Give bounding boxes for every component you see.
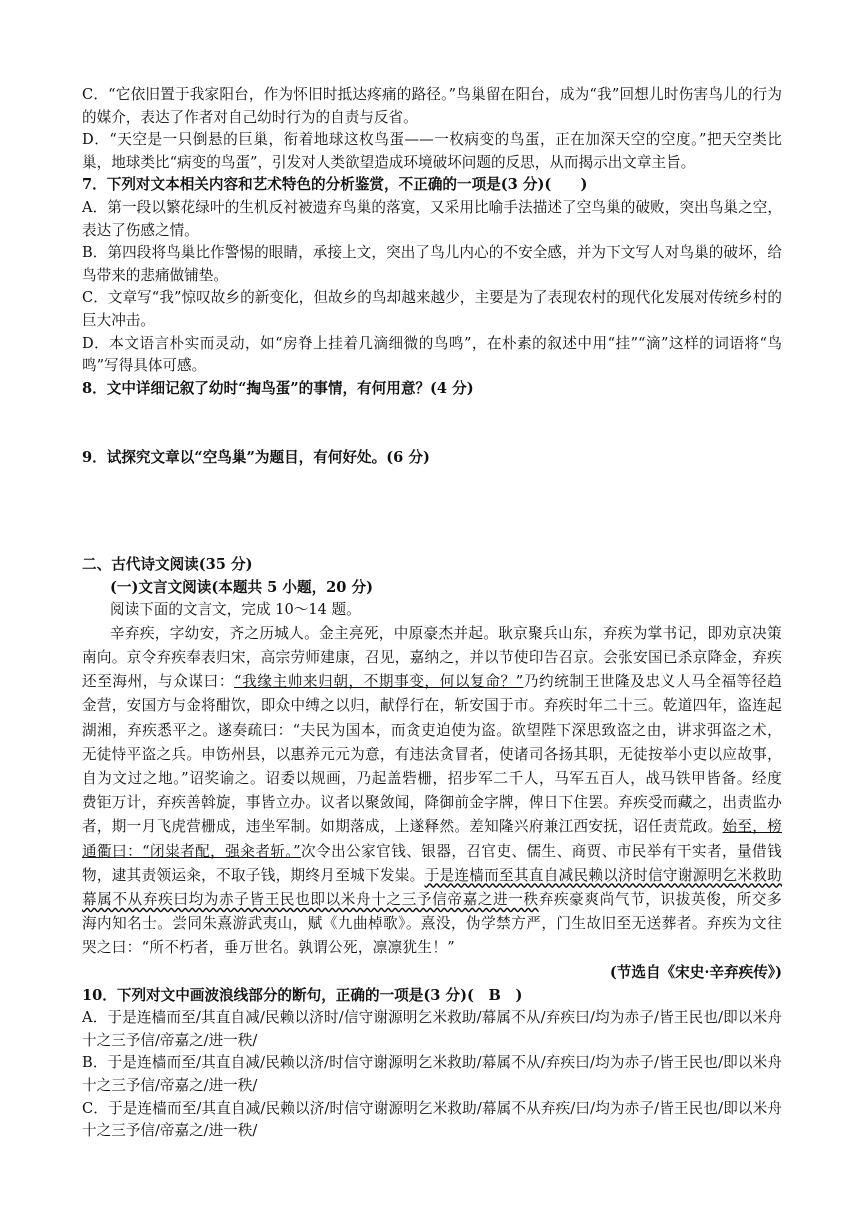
subsection-title: (一)文言文阅读(本题共 5 小题，20 分): [110, 578, 374, 596]
q8-stem: 8．文中详细记叙了幼时“掏鸟蛋”的事情，有何用意？(4 分): [82, 379, 474, 397]
classical-passage: [82, 622, 782, 961]
q10-option-a: A．于是连樯而至/其直自减/民赖以济时/信守谢源明乞米救助/幕属不从/弃疾曰/均为赤子/皆王民也/即以米舟十之三予信/帝嘉之/进一秩/: [82, 1009, 782, 1049]
passage-text: 次令出公家官钱、银器，召官吏、儒生、商贾、市民举有干实者，量借钱物，逮其责领运籴，不取子钱，期终月至城下发粜。: [82, 842, 782, 884]
q7-option-b: B．第四段将鸟巢比作警惕的眼睛，承接上文，突出了鸟儿内心的不安全感，并为下文写人对鸟巢的破坏，给鸟带来的悲痛做铺垫。: [82, 244, 782, 284]
q10-option-b: B．于是连樯而至/其直自减/民赖以济/时信守谢源明乞米救助/幕属不从/弃疾曰/均为赤子/皆王民也/即以米舟十之三予信/帝嘉之/进一秩/: [82, 1054, 782, 1094]
q9-stem: 9．试探究文章以“空鸟巢”为题目，有何好处。(6 分): [82, 449, 430, 467]
exam-page: [82, 84, 782, 1143]
passage-source: (节选自《宋史·辛弃疾传》): [609, 963, 782, 981]
reading-instruction: 阅读下面的文言文，完成 10～14 题。: [110, 601, 361, 619]
q10-stem: 10．下列对文中画波浪线部分的断句，正确的一项是(3 分)( B ): [82, 986, 523, 1004]
passage-text: 弃疾豪爽尚气节，识拔英俊，所交多海内知名士。尝同朱熹游武夷山，赋《九曲棹歌》。熹没，伪学禁方严，门生故旧至无送葬者。弃疾为文往哭之曰：“所不朽者，垂万世名。孰谓公死，凛凛犹生！”: [82, 890, 782, 957]
answer-space: [82, 470, 782, 554]
wavy-underlined-sentence: 于是连樯而至其直自减民赖以济时信守谢源明乞米救助幕属不从弃疾曰均为赤子皆王民也即以米舟十之三予信帝嘉之进一秩: [82, 866, 783, 908]
q10-option-c: C．于是连樯而至/其直自减/民赖以济/时信守谢源明乞米救助/幕属不从弃疾/曰/均为赤子/皆王民也/即以米舟十之三予信/帝嘉之/进一秩/: [82, 1099, 782, 1140]
section-title: 二、古代诗文阅读(35 分): [82, 555, 253, 573]
underlined-sentence: 始至，榜通衢曰：“闭粜者配，强籴者斩。”: [82, 818, 783, 860]
q7-option-a: A．第一段以繁花绿叶的生机反衬被遗弃鸟巢的落寞，又采用比喻手法描述了空鸟巢的破败，突出鸟巢之空，表达了伤感之情。: [82, 198, 782, 239]
q7-option-c: C．文章写“我”惊叹故乡的新变化，但故乡的鸟却越来越少，主要是为了表现农村的现代化发展对传统乡村的巨大冲击。: [82, 289, 782, 329]
answer-space: [82, 400, 782, 447]
passage-text: 乃约统制王世隆及忠义人马全福等径趋金营，安国方与金将酣饮，即众中缚之以归，献俘行在，斩安国于市。弃疾时年二十三。乾道四年，盗连起湖湘，弃疾悉平之。遂奏疏曰：“夫民为国本，而贪吏迫使为盗。欲望陛下深思致盗之由，讲求弭盗之术，无徒恃平盗之兵。申饬州县，以惠养元元为意，有违法贪冒者，使诸司各扬其职，无徒按举小吏以应故事，自为文过之地。”诏奖谕之。诏委以规画，乃起盖砦栅，招步军二千人，马军五百人，战马铁甲皆备。经度费钜万计，弃疾善斡旋，事皆立办。议者以聚敛闻，降御前金字牌，俾日下住罢。弃疾受而藏之，出责监办者，期一月飞虎营栅成，违坐军制。如期落成，上遂释然。差知隆兴府兼江西安抚，诏任责荒政。: [82, 673, 783, 836]
q6-option-d: D．“天空是一只倒悬的巨巢，衔着地球这枚鸟蛋——一枚病变的鸟蛋，正在加深天空的空度。”把天空类比巢，地球类比“病变的鸟蛋”，引发对人类欲望造成环境破坏问题的反思，从而揭示出文章主旨。: [82, 131, 782, 171]
passage-text: 辛弃疾，字幼安，齐之历城人。金主亮死，中原豪杰并起。耿京聚兵山东，弃疾为掌书记，即劝京决策南向。京令弃疾奉表归宋，高宗劳师建康，召见，嘉纳之，并以节使印告召京。会张安国已杀京降金，弃疾还至海州，与众谋曰：: [82, 624, 783, 691]
q7-stem: 7．下列对文本相关内容和艺术特色的分析鉴赏，不正确的一项是(3 分)( ): [82, 176, 588, 194]
q7-option-d: D．本文语言朴实而灵动，如“房脊上挂着几滴细微的鸟鸣”，在朴素的叙述中用“挂”“滴”这样的词语将“鸟鸣”写得具体可感。: [82, 334, 782, 375]
underlined-sentence: “我缘主帅来归朝，不期事变，何以复命？”: [234, 673, 524, 691]
q6-option-c: C．“它依旧置于我家阳台，作为怀旧时抵达疼痛的路径。”鸟巢留在阳台，成为“我”回想儿时伤害鸟儿的行为的媒介，表达了作者对自己幼时行为的自责与反省。: [82, 86, 782, 126]
